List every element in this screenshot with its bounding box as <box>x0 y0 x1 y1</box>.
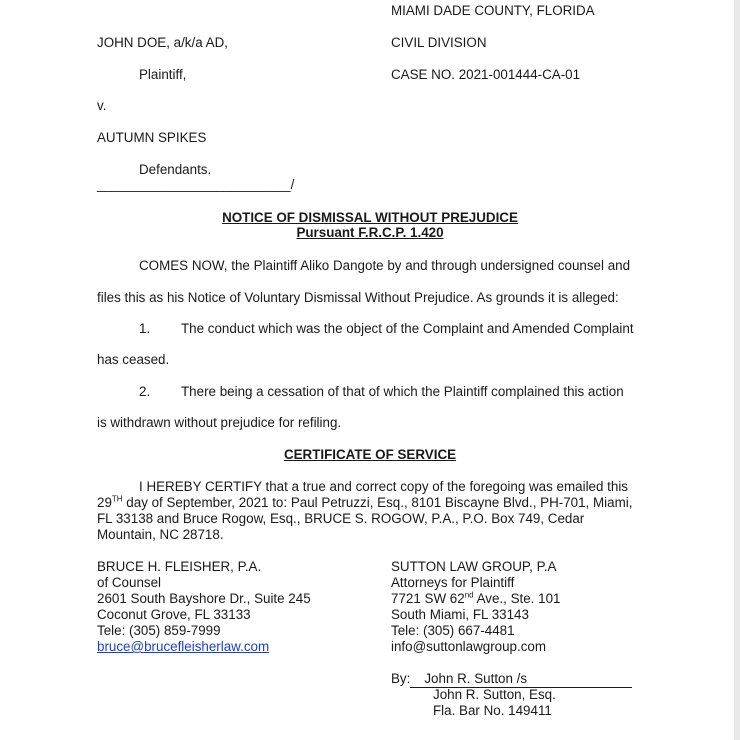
notice-subtitle: Pursuant F.R.C.P. 1.420 <box>296 225 444 240</box>
caption-separator: __________________________/ <box>97 177 295 192</box>
item-1-line-2: has ceased. <box>97 352 170 367</box>
defendant-role: Defendants. <box>139 162 212 177</box>
certificate-title: CERTIFICATE OF SERVICE <box>283 447 457 462</box>
case-number: CASE NO. 2021-001444-CA-01 <box>391 67 581 82</box>
right-firm-role: Attorneys for Plaintiff <box>391 575 515 590</box>
certificate-line-1: I HEREBY CERTIFY that a true and correct copy of the foregoing was emailed this <box>139 479 628 494</box>
bar-number: Fla. Bar No. 149411 <box>433 703 552 718</box>
left-firm-name: BRUCE H. FLEISHER, P.A. <box>97 559 262 574</box>
right-firm-name: SUTTON LAW GROUP, P.A <box>391 559 557 574</box>
right-address-2: South Miami, FL 33143 <box>391 607 529 622</box>
signature-text: John R. Sutton /s <box>410 671 632 688</box>
item-1-number: 1. <box>139 321 151 336</box>
signature-line <box>391 671 632 688</box>
right-phone: Tele: (305) 667-4481 <box>391 623 515 638</box>
signer-name: John R. Sutton, Esq. <box>433 687 556 702</box>
left-address-2: Coconut Grove, FL 33133 <box>97 607 251 622</box>
item-1-line-1: The conduct which was the object of the Complaint and Amended Complaint <box>181 321 634 336</box>
certificate-line-4: Mountain, NC 28718. <box>97 527 224 542</box>
court-division: CIVIL DIVISION <box>391 35 487 50</box>
item-2-number: 2. <box>139 384 151 399</box>
court-county: MIAMI DADE COUNTY, FLORIDA <box>391 3 595 18</box>
page-edge-shadow <box>734 0 740 740</box>
intro-line-1: COMES NOW, the Plaintiff Aliko Dangote by and through undersigned counsel and <box>139 258 631 273</box>
defendant-name: AUTUMN SPIKES <box>97 130 207 145</box>
certificate-line-3: FL 33138 and Bruce Rogow, Esq., BRUCE S. ROGOW, P.A., P.O. Box 749, Cedar <box>97 511 585 526</box>
intro-line-2: files this as his Notice of Voluntary Dismissal Without Prejudice. As grounds it is alleged: <box>97 290 619 305</box>
notice-title: NOTICE OF DISMISSAL WITHOUT PREJUDICE <box>222 210 518 225</box>
plaintiff-role: Plaintiff, <box>139 67 187 82</box>
left-phone: Tele: (305) 859-7999 <box>97 623 221 638</box>
left-email-link[interactable]: bruce@brucefleisherlaw.com <box>97 639 270 654</box>
item-2-line-1: There being a cessation of that of which the Plaintiff complained this action <box>181 384 624 399</box>
plaintiff-name: JOHN DOE, a/k/a AD, <box>97 35 228 50</box>
by-label: By: <box>391 671 411 686</box>
versus: v. <box>97 98 107 113</box>
left-firm-role: of Counsel <box>97 575 162 590</box>
certificate-line-2: 29TH day of September, 2021 to: Paul Petruzzi, Esq., 8101 Biscayne Blvd., PH-701, Miami, <box>97 494 633 510</box>
item-2-line-2: is withdrawn without prejudice for refiling. <box>97 415 342 430</box>
right-address-1: 7721 SW 62nd Ave., Ste. 101 <box>391 590 561 606</box>
left-address-1: 2601 South Bayshore Dr., Suite 245 <box>97 591 311 606</box>
right-email: info@suttonlawgroup.com <box>391 639 547 654</box>
